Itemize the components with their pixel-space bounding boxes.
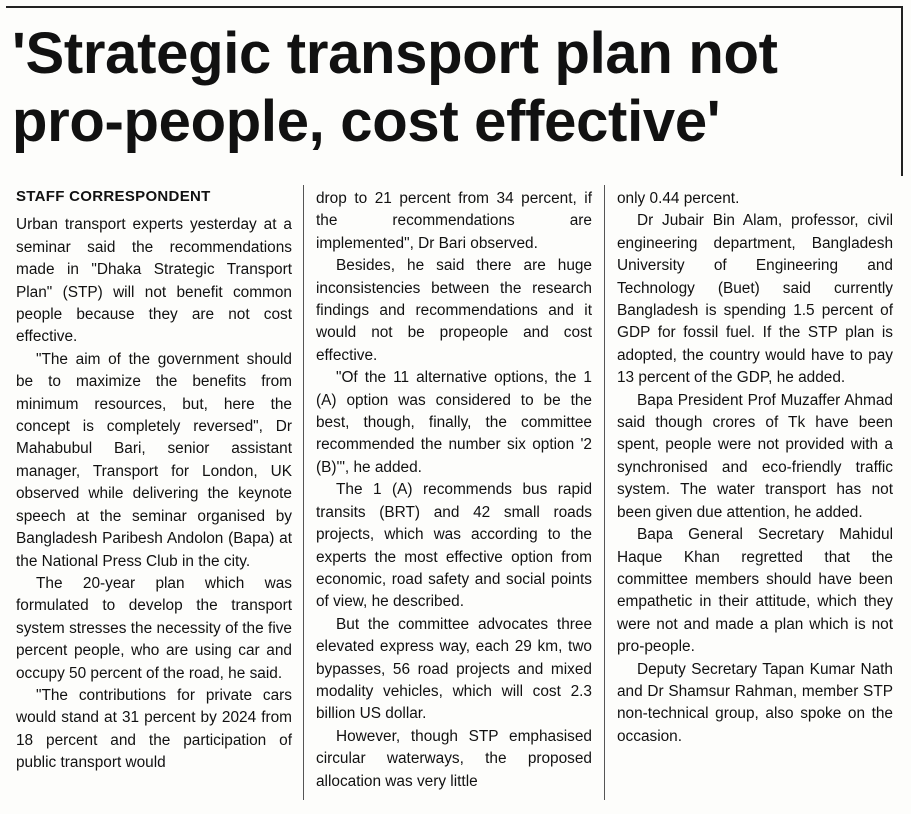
byline: STAFF CORRESPONDENT [16, 188, 211, 205]
paragraph: Urban transport experts yesterday at a seminar said the recommendations made in "Dhaka Strategic Transport Plan" (STP) will not benefit common people because they are not cost effective. [16, 216, 292, 346]
paragraph: only 0.44 percent. [617, 190, 740, 207]
paragraph: But the committee advocates three elevated express way, each 29 km, two bypasses, 56 road projects and mixed modality vehicles, which will cost 2.3 billion US dollar. [316, 615, 592, 723]
paragraph: The 1 (A) recommends bus rapid transits (BRT) and 42 small roads projects, which was according to the experts the most effective option from economic, road safety and social points of view, he described. [316, 481, 592, 611]
paragraph: Bapa General Secretary Mahidul Haque Khan regretted that the committee members should have been empathetic in their attitude, which they were not and made a plan which is not pro-people. [617, 526, 893, 656]
paragraph: Besides, he said there are huge inconsistencies between the research findings and recommendations and it would not be propeople and cost effective. [316, 257, 592, 364]
paragraph: "The aim of the government should be to maximize the benefits from minimum resources, but, here the concept is completely reversed", Dr Mahabubul Bari, senior assistant manager, Transport for London, UK observed while delivering the keynote speech at the seminar organised by Bangladesh Paribesh Andolon (Bapa) at the National Press Club in the city. [16, 350, 292, 570]
paragraph: Deputy Secretary Tapan Kumar Nath and Dr Shamsur Rahman, member STP non-technical group, also spoke on the occasion. [617, 660, 893, 745]
paragraph: The 20-year plan which was formulated to develop the transport system stresses the necessity of the five percent people, who are using car and occupy 50 percent of the road, he said. [16, 574, 292, 682]
paragraph: "Of the 11 alternative options, the 1 (A) option was considered to be the best, though, finally, the committee recommended the number six option '2 (B)'", he added. [316, 369, 592, 476]
headline: 'Strategic transport plan not pro-people, cost effective' [12, 21, 778, 154]
column-divider [303, 185, 304, 800]
paragraph: Dr Jubair Bin Alam, professor, civil engineering department, Bangladesh University of Engineering and Technology (Buet) said currently Bangladesh is spending 1.5 percent of GDP for fossil fuel. If the STP plan is adopted, the country would have to pay 13 percent of the GDP, he added. [617, 212, 893, 387]
paragraph: However, though STP emphasised circular waterways, the proposed allocation was very little [316, 727, 592, 790]
paragraph: "The contributions for private cars would stand at 31 percent by 2024 from 18 percent and the participation of public transport would [16, 686, 292, 772]
paragraph: Bapa President Prof Muzaffer Ahmad said though crores of Tk have been spent, people were not provided with a synchronised and eco-friendly traffic system. The water transport has not been given due attention, he added. [617, 391, 893, 521]
right-border-rule [901, 6, 903, 176]
paragraph: drop to 21 percent from 34 percent, if the recommendations are implemented", Dr Bari observed. [316, 190, 592, 252]
article-column-3 [617, 188, 893, 748]
column-divider [604, 185, 605, 800]
article-column-2 [316, 188, 592, 793]
article-column-1 [16, 186, 292, 775]
top-border-rule [6, 6, 901, 8]
